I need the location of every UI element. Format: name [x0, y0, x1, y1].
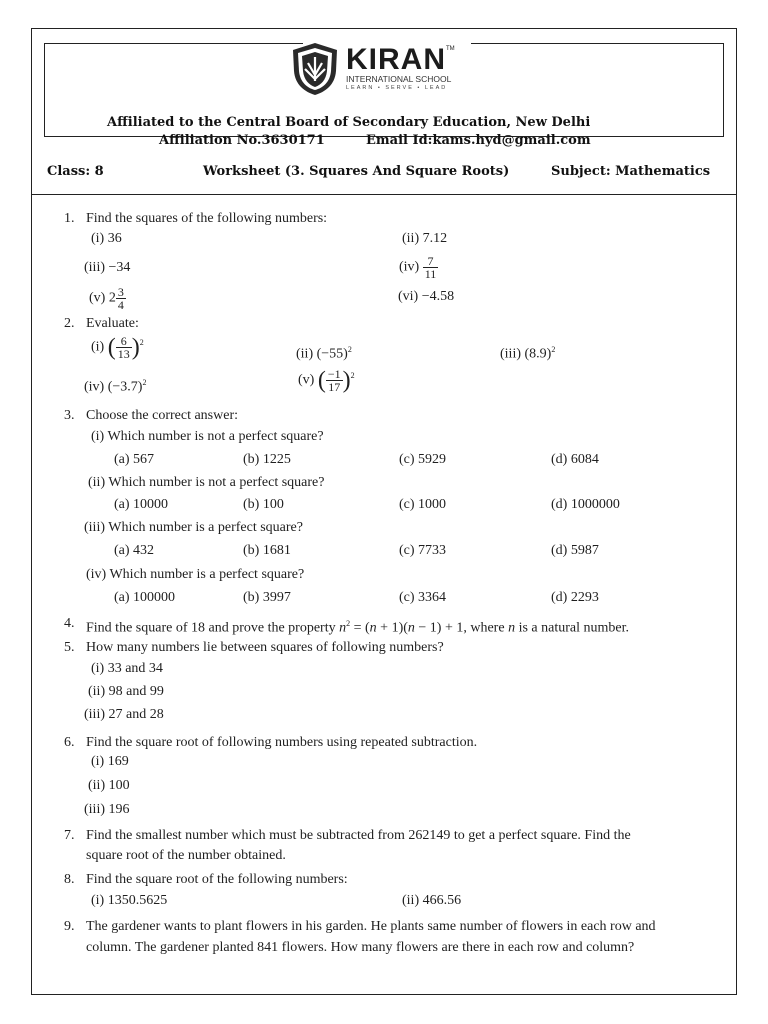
q3-part-ii-label: (ii) Which number is not a perfect square? — [88, 475, 325, 490]
q2-ii: (ii) $(-55)^2$ — [296, 345, 352, 362]
q9-number: 9. — [64, 919, 75, 934]
q3-part-iii-label: (iii) Which number is a perfect square? — [84, 520, 303, 535]
q1-iv-fraction: $\frac{7}{11}$ — [424, 254, 437, 281]
brand-block — [346, 43, 455, 92]
q2-iii: (iii) $(8.9)^2$ — [500, 345, 556, 362]
q1-text: Find the squares of the following numbers: — [86, 211, 328, 226]
q3-part-iv-c: (c) 3364 — [399, 590, 447, 605]
q3-part-iv-a: (a) 100000 — [114, 590, 176, 605]
q8-text: Find the square root of the following numbers: — [86, 872, 348, 887]
q4-number: 4. — [64, 616, 75, 631]
q3-part-iii-d: (d) 5987 — [551, 543, 599, 558]
q3-part-i-label: (i) Which number is not a perfect square? — [91, 429, 324, 444]
q5-text: How many numbers lie between squares of following numbers? — [86, 640, 444, 655]
q3-part-iv-b: (b) 3997 — [243, 590, 291, 605]
q3-number: 3. — [64, 408, 75, 423]
worksheet-title: Worksheet (3. Squares And Square Roots) — [203, 164, 510, 179]
q1-iv: (iv) $\frac{7}{11}$ — [399, 254, 437, 281]
q6-text: Find the square root of following numbers using repeated subtraction. — [86, 735, 478, 750]
school-name: KIRAN — [346, 43, 446, 76]
school-logo — [290, 41, 455, 97]
email-id: Email Id:kams.hyd@gmail.com — [366, 133, 591, 148]
school-subtitle: INTERNATIONAL SCHOOL — [346, 74, 452, 84]
q8-item-ii: (ii) 466.56 — [402, 893, 462, 908]
q4-text: Find the square of 18 and prove the property $n^2 = (n + 1)(n - 1) + 1$, where n is a natural number. — [86, 619, 629, 636]
q3-part-i-d: (d) 6084 — [551, 452, 599, 467]
q9-line2: column. The gardener planted 841 flowers. How many flowers are there in each row and column? — [86, 940, 635, 955]
q3-part-i-a: (a) 567 — [114, 452, 155, 467]
q8-number: 8. — [64, 872, 75, 887]
q7-line2: square root of the number obtained. — [86, 848, 286, 863]
q2-v: (v) ( $\frac{-1}{17}$ )$^2$ — [298, 367, 355, 394]
q3-part-i-b: (b) 1225 — [243, 452, 291, 467]
q3-part-i-c: (c) 5929 — [399, 452, 447, 467]
school-tagline: LEARN • SERVE • LEAD — [346, 85, 448, 91]
affiliation-number: Affiliation No.3630171 — [159, 133, 325, 148]
q3-part-ii-c: (c) 1000 — [399, 497, 447, 512]
q1-iii: (iii) −34 — [84, 260, 131, 275]
q3-part-iv-label: (iv) Which number is a perfect square? — [86, 567, 305, 582]
class-label: Class: 8 — [47, 164, 104, 179]
q1-v: (v) 2 $\frac{3}{4}$ — [89, 285, 124, 312]
q8-item-i: (i) 1350.5625 — [91, 893, 168, 908]
q5-item-iii: (iii) 27 and 28 — [84, 707, 164, 722]
q6-item-ii: (ii) 100 — [88, 778, 130, 793]
q6-item-iii: (iii) 196 — [84, 802, 130, 817]
q3-part-iii-c: (c) 7733 — [399, 543, 447, 558]
q1-number: 1. — [64, 211, 75, 226]
q6-number: 6. — [64, 735, 75, 750]
q3-part-ii-b: (b) 100 — [243, 497, 284, 512]
q1-i: (i) 36 — [91, 231, 122, 246]
crest-icon — [290, 41, 340, 97]
header-divider — [32, 194, 736, 195]
q1-vi: (vi) −4.58 — [398, 289, 455, 304]
q3-part-iii-a: (a) 432 — [114, 543, 155, 558]
q3-part-ii-a: (a) 10000 — [114, 497, 169, 512]
q2-number: 2. — [64, 316, 75, 331]
q7-number: 7. — [64, 828, 75, 843]
q3-part-iv-d: (d) 2293 — [551, 590, 599, 605]
q2-i: (i) ( $\frac{6}{13}$ )$^2$ — [91, 334, 144, 361]
q2-iv: (iv) $(-3.7)^2$ — [84, 378, 147, 395]
q6-item-i: (i) 169 — [91, 754, 129, 769]
trademark: TM — [446, 46, 455, 52]
q9-line1: The gardener wants to plant flowers in his garden. He plants same number of flowers in each row and — [86, 919, 656, 934]
q1-ii: (ii) 7.12 — [402, 231, 448, 246]
q2-text: Evaluate: — [86, 316, 139, 331]
q5-number: 5. — [64, 640, 75, 655]
q3-part-ii-d: (d) 1000000 — [551, 497, 620, 512]
q1-v-fraction: $\frac{3}{4}$ — [117, 285, 124, 312]
q3-part-iii-b: (b) 1681 — [243, 543, 291, 558]
subject-label: Subject: Mathematics — [551, 164, 711, 179]
affiliation-text: Affiliated to the Central Board of Secondary Education, New Delhi — [107, 115, 591, 130]
q5-item-i: (i) 33 and 34 — [91, 661, 163, 676]
q5-item-ii: (ii) 98 and 99 — [88, 684, 164, 699]
q7-line1: Find the smallest number which must be subtracted from 262149 to get a perfect square. Find the — [86, 828, 631, 843]
q3-text: Choose the correct answer: — [86, 408, 238, 423]
